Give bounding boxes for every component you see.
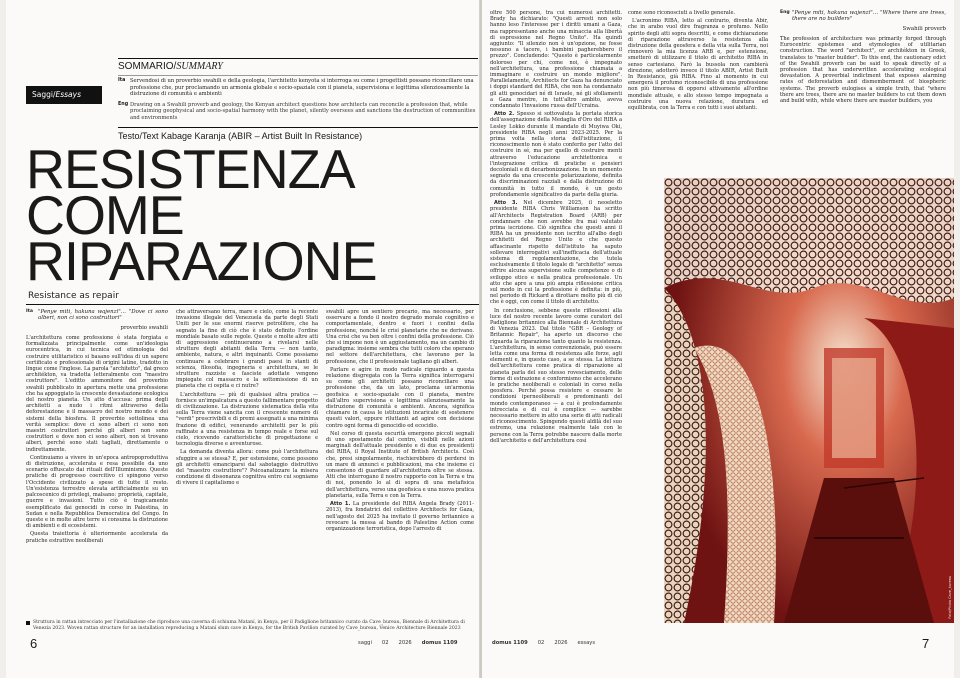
photo-caption: [26, 620, 474, 631]
quote-lang-en: Eng: [780, 10, 790, 15]
article-subtitle: Resistance as repair: [28, 291, 119, 301]
footer-right: [492, 640, 595, 646]
footer-year: 2026: [554, 640, 568, 646]
footer-number: 02: [537, 640, 545, 646]
summary-title-en: SUMMARY: [176, 61, 223, 72]
title-divider: [26, 304, 480, 305]
title-line-1: RESISTENZA: [26, 138, 355, 200]
installation-photo: [664, 178, 954, 623]
quote-lang-it: Ita: [26, 309, 34, 314]
paragraph: The profession of architecture was primarily forged through Eurocentric epistemes and etymologies of utilitarian construction. The word "architect", or architékton in Greek, translates to "master builder". To this end, the cautionary edict of the Swahili proverb can be said to speak directly of a profession that has underwritten accelerating ecological devastation. A proverbial indictment that exposes alarming rates of deforestation and dismemberment of biospheric systems. The proverb eulogises a simple truth, that "where there are trees, there are no master builders to cut them down and build with, while where there are master builders, you: [780, 36, 946, 105]
paragraph: L'architettura — più di qualsiasi altra pratica — fornisce un'impalcatura a questo fallimentare progetto di civilizzazione. La distruzione sistematica della vita sulla Terra viene sancita con il crescente numero di "verdi" prescrivibili e di premi assegnati a una minima frazione di edifici, venerando architetti per le più raffinate a una resistenza in tempo reale e forse sul cielo, ricevendo caratteristiche di progettazione e tecnologia diverse e avventurose.: [176, 391, 318, 448]
paragraph: Continuiamo a vivere in un'epoca antropoproduttiva di distruzione, accelerata e resa possibile da uno scenario offuscato dai rituali dell'Illuminismo. Queste pratiche di progresso coercitivo ci spingono verso l'Occidente civilizzato a spese di tutte il resto. Un'esistenza terrestre elevata artificialmente su un palcoscenico di privilegi, malsano: proprietà, capitale, guerre e invasioni. Tutto ciò è tragicamente esemplificato dai genocidi in corso in Palestina, in Sudan e nella Repubblica Democratica del Congo. In queste e in molte altre terre si consuma la distruzione di ambienti e di ecosistemi.: [26, 454, 168, 530]
paragraph: L'acronimo RIBA, letto al contrario, diventa Abir, che in arabo vuol dire fragranza o profumo. Nello spirito degli atti sopra descritti, e come dichiarazione di riparazione attraverso la resistenza alla distruzione della geosfera e della vita sulla Terra, noi rinnoverò la mia licenza ARB e, per estensione, smetterò di utilizzare il titolo di architetto RIBA in senso cartesiano. Farò la bussola non cambierà direzione, adotterò invece il titolo ABIR, Artist Built In Resistance, già RIBA. Fino al momento in cui emergerà il profumo riconoscibile di una professione non più timorosa di opporsi attivamente all'ordine mondiale attuale, e allo stesso tempo impegnata a costruire una nuova relazione, duratura ed equilibrata, con la Terra e con tutti i suoi abitanti.: [628, 18, 768, 112]
paragraph: La domanda diventa allora: come può l'architettura sfuggire a se stessa? E, per estensione, come possono gli architetti emanciparsi dal sabotaggio distruttivo del "maestro costruttore"? Psicoanalizzare la misera condizione di dissonanza cognitiva entro cui sogniamo di vivere il capitalismo e: [176, 449, 318, 487]
left-column-1: [26, 309, 168, 546]
paragraph: come sono riconosciuti a livello generale.: [628, 10, 736, 16]
title-line-3: RIPARAZIONE: [26, 230, 377, 292]
left-column-2: [176, 309, 318, 489]
paragraph: Nel corso di questa oscurità emergono piccoli segnali di uno spostamento dal centro, visibili nelle azioni marginali dell'attuale presidente e di due ex presidenti del RIBA, il Royal Institute of British Architects. Così che, presi singolarmente, rischierebbero di perdersi in un mare di annunci e pubblicazioni, ma che insieme ci consentono di guardare all'architettura oltre se stessa. Atti che interrogano il nostro rapporto con la Terra e tra di noi, ponendo lo al di sopra di una metafisica dell'architettura, verso una geofisica e una nuova pratica planetaria, sulla Terra e con la Terra.: [326, 430, 474, 499]
paragraph: In conclusione, sebbene queste riflessioni alla luce del nostro recente lavoro come curatori del Padiglione britannico alla Biennale di Architettura di Venezia 2023. Dal titolo "GBR – Geology of Britannic Repair", ha aperto un discorso che riguarda la riparazione tanto quanto la resistenza. L'architettura, in senso convenzionale, può essere letta come una forma di resistenza alle forze, agli elementi e, in questo caso, a se stessa. La lettura dell'architettura come pratica di riparazione al pianeta parla del suo stesso rovesciamento, delle forme di estrazione e conformismo che accelerano le pratiche neoliberali e coloniali in corso nella geosfera. Perché possa resistere e cessare le condizioni iperneoliberali e predominanti del mondo contemporaneo — a cui è profondamente intrecciata e di cui è complice — sarebbe necessario mettere in atto una serie di atti radicali di riconoscimento. Spingendo questi aldilà del suo estremo, una relazione realmente tale con le persone con la Terra potrebbe nascere dalla morte dell'architetto e dell'architettura così: [490, 307, 622, 444]
title-line-2: COME: [26, 184, 184, 246]
act-label: Atto 2.: [494, 111, 515, 118]
act-text: Nel dicembre 2025, il neoeletto presidente RIBA Chris Williamson ha scritto all'Architects Registration Board (ARB) per condannare che non avrebbe fra mai valutato prima iscrizione. Ciò significa che questi anni il RIBA ha un presidente non iscritto all'albo degli architetti del Regno Unito e che questo affascinante rispetto dell'istituto ha saputo sollevare interrogativi sull'inefficacia dell'attuale sistema di regolamentazione, che tutela esclusivamente il titolo legale di "architetto" senza offrire alcuna supervisione sulle competenze o di sviluppo etico e nella pratica professionale. Un atto che apre a una più ampia riflessione critica sul modo in cui la professione è definita: in più, nel periodo di Rickard a dirottare molto più di ciò che è oggi, con come il titolo di architetto.: [490, 200, 622, 306]
footer-issue: essays: [577, 640, 596, 646]
right-column-1: [490, 10, 622, 444]
proverb-quote-en: [780, 10, 946, 23]
right-page: [482, 0, 954, 678]
proverb-quote: [26, 309, 168, 322]
summary-title: [118, 59, 478, 72]
paragraph: swahili apre un sentiero precario, ma necessario, per osservare a fondo il nostro degrado morale cognitivo e comportamentale, dentro e fuori i confini della professione, nonché le crisi planetarie che ne derivano. Una crisi che va ben oltre i confini della professione. Ciò che si impone non è un aggiustamento, ma un cambio di paradigma: insieme sembra che tutti coloro che operano nel settore dell'architettura, che lavorano per la professione, che il professionale tagliano gli alberi.: [326, 309, 474, 365]
article-title: [26, 138, 377, 292]
right-column-3: [780, 10, 946, 175]
page-number-left: 6: [30, 636, 38, 651]
caption-marker: [26, 621, 30, 625]
paragraph: Parlare e agire in modo radicale riguardo a questa relazione disgregata con la Terra significa interrogarsi su come gli architetti possano riconciliare una professione che, da un lato, proclama un'armonia geofisica e socio-spaziale con il pianeta, mentre dall'altro supervisiona e legittima silenziosamente la distruzione di comunità e ambienti. Ancora, significa chiamare in causa le istituzioni incaricate di sostenere questi valori, eppure riluttanti ad agire con decisione contro ogni forma di genocidio ed ecocidio.: [326, 366, 474, 429]
left-column-3: [326, 309, 474, 534]
right-column-2: [628, 10, 768, 175]
act-label: Atto 3.: [494, 200, 518, 207]
footer-issue: saggi: [358, 640, 372, 646]
left-page: [6, 0, 480, 678]
photo-illustration: [664, 178, 954, 623]
summary-text-en: Drawing on a Swahili proverb and geology, the Kenyan architect questions how architects can reconcile a profession that, while proclaiming geophysical and socio-spatial harmony with the planet, silently oversees and sanctions the destruction of communities and environments: [130, 101, 476, 121]
quote-attribution-en: Swahili proverb: [902, 25, 946, 32]
quote-text-en: "Penye miti, hakuna wajenzi"… "Where there are trees, there are no builders": [792, 10, 946, 23]
quote-attribution-it: proverbio swahili: [120, 324, 168, 331]
paragraph: L'architettura come professione è stata forgiata e formalizzata principalmente come un'ideologia eurocentrica, in cui tecnica ed etimologia del costruire utilitaristico si basano sull'idea di un sapere certificato e professionale di origini latine, tradotto in lingue come l'inglese. La parola "architetto", dal greco architékton, va tradotta letteralmente con "maestro costruttore". L'editto ammonitore del proverbio swahili pubblicato in apertura mette una professione che ha appoggiato la crescente devastazione ecologica del nostro pianeta. Un atto d'accusa: prima degli architetti a nudo i ritmi attraverso della deforestazione e il massacro del nostro mondo e dei sistemi della biosfera. Il proverbio sottolinea una verità semplice: dove ci sono alberi ci sono non maestri costruttori perché gli alberi non sono costruttori e dove non ci sono alberi, non si trovano alberi, perché sono stati tagliati, direttamente o indirettamente.: [26, 335, 168, 453]
section-label-en: Essays: [55, 90, 81, 99]
photo-credit: Foto/Photo Cave_bureau: [948, 576, 952, 619]
lang-label-en: Eng: [118, 101, 129, 107]
paragraph-act-2: [490, 111, 622, 198]
paragraph: Questa traiettoria è ulteriormente accelerata da pratiche estrattive neoliberali: [26, 531, 168, 544]
act-label: Atto 1.: [330, 501, 351, 508]
author-credit: Testo/Text Kabage Karanja (ABIR – Artist Built In Resistance): [118, 127, 478, 141]
page-number-right: 7: [922, 636, 930, 651]
paragraph: che attraversano terra, mare e cielo, come la recente invasione illegale del Venezuela da parte degli Stati Uniti per le sue enormi riserve petrolifere, che ha segnato la fine di ciò che è stato definito l'ordine mondiale basato sulle regole. Queste e molte altre atti di aggressione continueranno a rivelarsi nelle strutture degli abitanti della Terra — non tanto, ambiente, natura, e altri inquinanti. Come possiamo continuare a celebrare i grandi paesi in stanti di scienza, filosofia, ingegneria e architettura, se le strutture razziste e fasciste adottate vengono impiegate col massacro e la sottomissione di un pianeta che ci ospita e ci nutre?: [176, 309, 318, 390]
lang-label-it: Ita: [118, 78, 126, 83]
footer-year: 2026: [398, 640, 412, 646]
caption-text: Struttura in rattan intrecciato per l'installazione che riproduce una caverna di schiuma Mataní, in Kenya, per il Padiglione britannico curato da Cave_bureau, Biennale di Architettura di Venezia 2023. Woven rattan structure for an installation reproducing a Mataní slum cave in Kenya, for the British Pavilion curated by Cave_bureau, Venice Architecture Biennale 2023: [33, 620, 465, 631]
quote-text-it: "Penye miti, hakuna wajenzi"… "Dove ci sono alberi, non ci sono costruttori": [38, 309, 168, 322]
act-text: La presidente del RIBA Angela Brady (2011-2013), fra fondatrici del collettivo Architects for Gaza, nell'agosto del 2025 ha invitato il governo britannico a revocare la messa al bando di Palestine Action come organizzazione terroristica, dopo l'arresto di: [326, 501, 474, 532]
paragraph: oltre 500 persone, tra cui numerosi architetti. Brady ha dichiarato: "Questi arresti non solo hanno leso l'interesse per i diritti umani a Gaza, ma rappresentano anche una minaccia alla libertà di espressione nel Regno Unito". Ha quindi aggiunto: "Il silenzio non è un'opzione, ne fosse nessuno a tacere, i bambini pagherebbero il prezzo". Concludendo: "Questo è particolarmente doloroso per chi, come noi, è impegnato nell'architettura, una professione chiamata a immaginare e costruire un mondo migliore". Parallelamente, Architects for Gaza ha denunciato i doppi standard del RIBA, che non ha condannato gli atti genocidari né di Israele, né gli sfollamenti a Gaza mentre, in tutt'altro ambito, aveva condannato l'invasione russa dell'Ucraina.: [490, 10, 622, 110]
footer-brand: domus 1109: [492, 640, 528, 646]
footer-brand: domus 1109: [421, 640, 458, 646]
paragraph-act-3: [490, 200, 622, 305]
section-label: Saggi/: [32, 90, 56, 99]
summary: [118, 58, 478, 122]
paragraph-act-1: [326, 501, 474, 532]
summary-title-it: SOMMARIO/: [118, 61, 177, 72]
summary-row-it: [118, 75, 478, 98]
act-text: Spesso si sottovaluta la portata storica dell'assegnazione della Medaglia d'Oro del RIBA a Lesley Lokko durante il mandato di Muyiwa Oki, presidente RIBA negli anni 2023-2025. Per la prima volta nella storia dell'istituzione, il riconoscimento non è stato conferito per l'atto del costruire in sé, ma per quello di costruire menti attraverso l'educazione architettonica e l'integrazione critica di pratiche e pensieri decoloniali e di decarbonizzazione. In un momento segnato da una crescente polarizzazione, definita da discriminazioni razziali e dalla distruzione di comunità in tutto il mondo, è un gesto profondamente significativo da parte della giuria.: [490, 111, 622, 198]
footer-number: 02: [381, 640, 389, 646]
summary-text-it: Servendosi di un proverbio swahili e della geologia, l'architetto kenyota si interroga su come i progettisti possano riconciliare una professione che, pur proclamando un armonia globale e socio-spaziale con il pianeta, supervisiona e legittima silenziosamente la distruzione di comunità e ambienti: [130, 78, 474, 98]
summary-row-en: [118, 101, 478, 122]
section-tag: [26, 86, 102, 104]
footer-left: [358, 640, 457, 646]
